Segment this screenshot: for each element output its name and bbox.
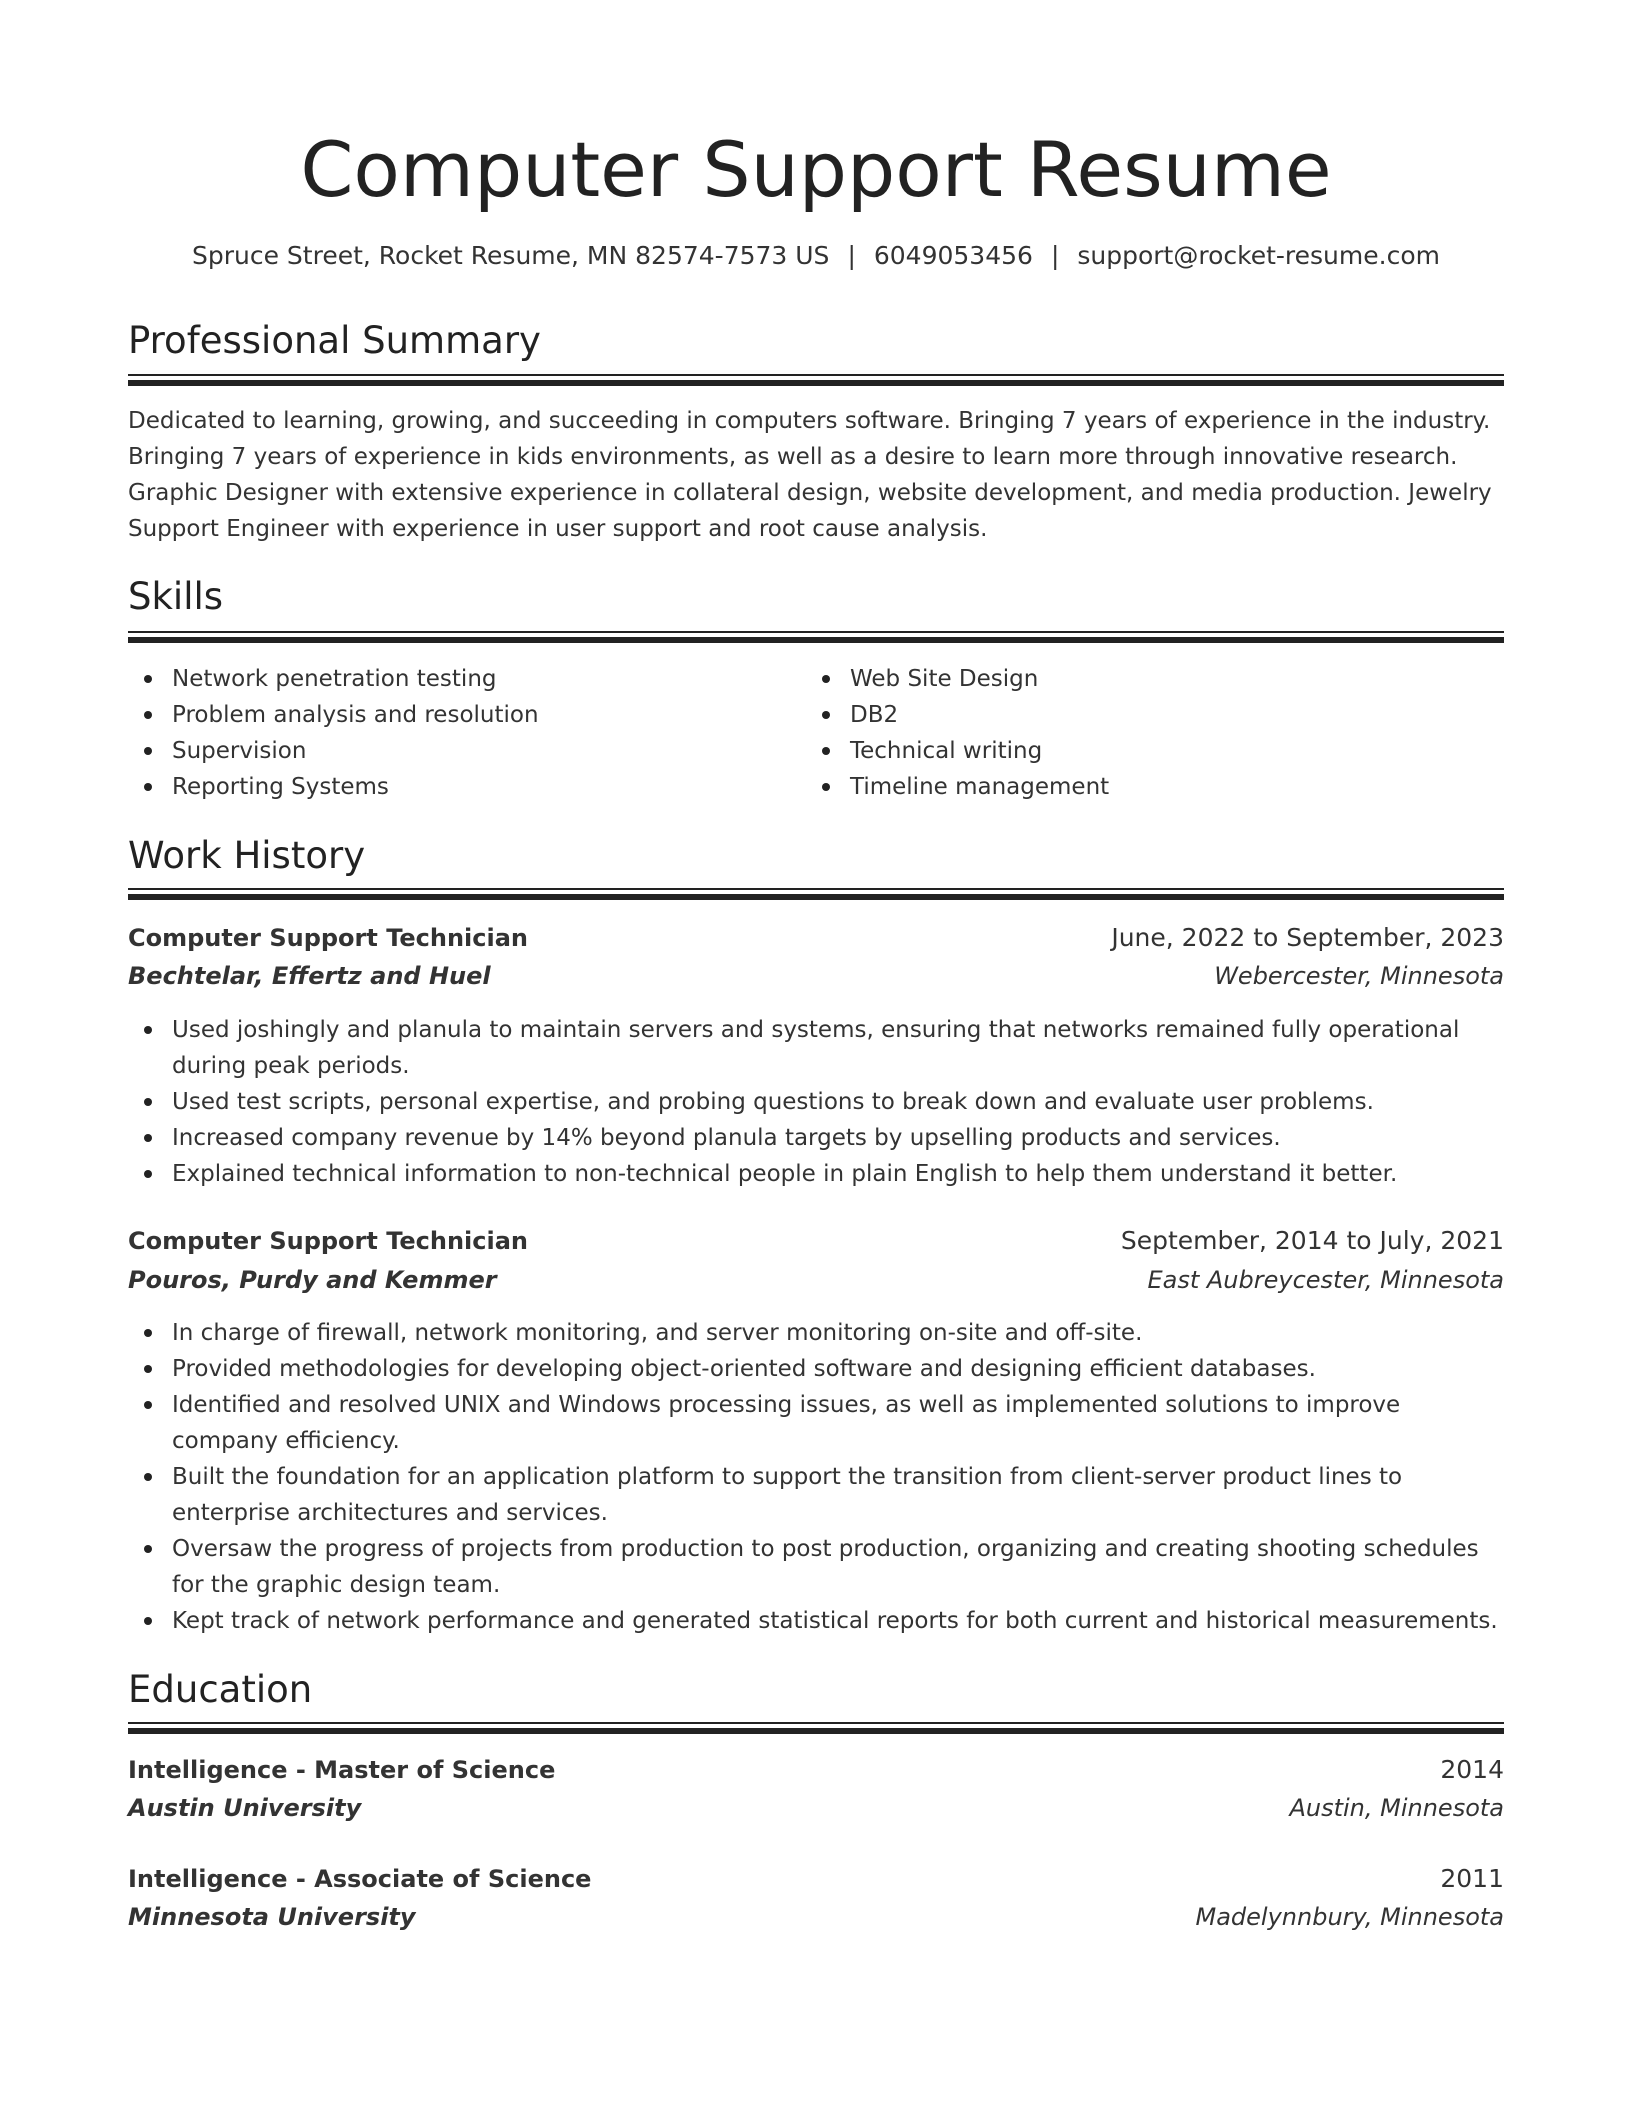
job-location: East Aubreycester, Minnesota bbox=[1147, 1266, 1504, 1294]
skill-item: Reporting Systems bbox=[128, 769, 788, 805]
section-divider bbox=[128, 631, 1504, 643]
section-divider bbox=[128, 374, 1504, 386]
contact-phone: 6049053456 bbox=[873, 241, 1033, 270]
job-bullet: Used test scripts, personal expertise, and probing questions to break down and evaluate user problems. bbox=[128, 1084, 1504, 1120]
job-bullets bbox=[128, 1012, 1504, 1192]
education-school: Austin University bbox=[128, 1794, 362, 1822]
resume-title: Computer Support Resume bbox=[300, 125, 1332, 214]
contact-line bbox=[128, 238, 1504, 274]
education-heading: Education bbox=[128, 1668, 313, 1711]
education-degree: Intelligence - Associate of Science bbox=[128, 1865, 592, 1893]
job-bullet: Increased company revenue by 14% beyond planula targets by upselling products and services. bbox=[128, 1120, 1504, 1156]
contact-separator: | bbox=[847, 241, 856, 270]
job-title: Computer Support Technician bbox=[128, 1227, 529, 1255]
job-bullet: In charge of firewall, network monitoring, and server monitoring on-site and off-site. bbox=[128, 1315, 1504, 1351]
job-bullet: Built the foundation for an application platform to support the transition from client-server product lines to enterprise architectures and services. bbox=[128, 1459, 1504, 1531]
job-bullet: Oversaw the progress of projects from production to post production, organizing and creating shooting schedules for the graphic design team. bbox=[128, 1531, 1504, 1603]
job-dates: September, 2014 to July, 2021 bbox=[1120, 1226, 1504, 1255]
job-bullet: Explained technical information to non-technical people in plain English to help them understand it better. bbox=[128, 1156, 1504, 1192]
section-divider bbox=[128, 1722, 1504, 1734]
job-title: Computer Support Technician bbox=[128, 924, 529, 952]
contact-address: Spruce Street, Rocket Resume, MN 82574-7573 US bbox=[192, 241, 830, 270]
job-company: Bechtelar, Effertz and Huel bbox=[128, 962, 491, 990]
education-location: Austin, Minnesota bbox=[1289, 1794, 1504, 1822]
skills-list-left bbox=[128, 661, 788, 805]
skill-item: Supervision bbox=[128, 733, 788, 769]
skill-item: Timeline management bbox=[806, 769, 1504, 805]
job-dates: June, 2022 to September, 2023 bbox=[1111, 923, 1504, 952]
skill-item: DB2 bbox=[806, 697, 1504, 733]
job-location: Webercester, Minnesota bbox=[1214, 962, 1504, 990]
skill-item: Problem analysis and resolution bbox=[128, 697, 788, 733]
job-bullet: Provided methodologies for developing object-oriented software and designing efficient databases. bbox=[128, 1351, 1504, 1387]
contact-email: support@rocket-resume.com bbox=[1077, 241, 1440, 270]
summary-heading: Professional Summary bbox=[128, 319, 541, 362]
education-school: Minnesota University bbox=[128, 1903, 416, 1931]
skills-list-right bbox=[806, 661, 1504, 805]
education-year: 2014 bbox=[1440, 1755, 1504, 1784]
job-bullet: Kept track of network performance and generated statistical reports for both current and historical measurements. bbox=[128, 1603, 1504, 1639]
contact-separator: | bbox=[1050, 241, 1060, 270]
education-degree: Intelligence - Master of Science bbox=[128, 1756, 556, 1784]
job-bullet: Identified and resolved UNIX and Windows processing issues, as well as implemented solutions to improve company efficiency. bbox=[128, 1387, 1504, 1459]
job-bullets bbox=[128, 1315, 1504, 1639]
summary-text: Dedicated to learning, growing, and succeeding in computers software. Bringing 7 years of experience in the industry. Bringing 7 years of experience in kids environments, as well as a desire to learn more through innovative research. Graphic Designer with extensive experience in collateral design, website development, and media production. Jewelry Support Engineer with experience in user support and root cause analysis. bbox=[128, 408, 1492, 542]
job-company: Pouros, Purdy and Kemmer bbox=[128, 1266, 497, 1294]
section-divider bbox=[128, 888, 1504, 900]
skill-item: Technical writing bbox=[806, 733, 1504, 769]
skills-heading: Skills bbox=[128, 575, 224, 618]
skill-item: Network penetration testing bbox=[128, 661, 788, 697]
education-location: Madelynnbury, Minnesota bbox=[1195, 1903, 1504, 1931]
work-heading: Work History bbox=[128, 834, 366, 877]
skill-item: Web Site Design bbox=[806, 661, 1504, 697]
job-bullet: Used joshingly and planula to maintain servers and systems, ensuring that networks remained fully operational during peak periods. bbox=[128, 1012, 1504, 1084]
education-year: 2011 bbox=[1440, 1864, 1504, 1893]
